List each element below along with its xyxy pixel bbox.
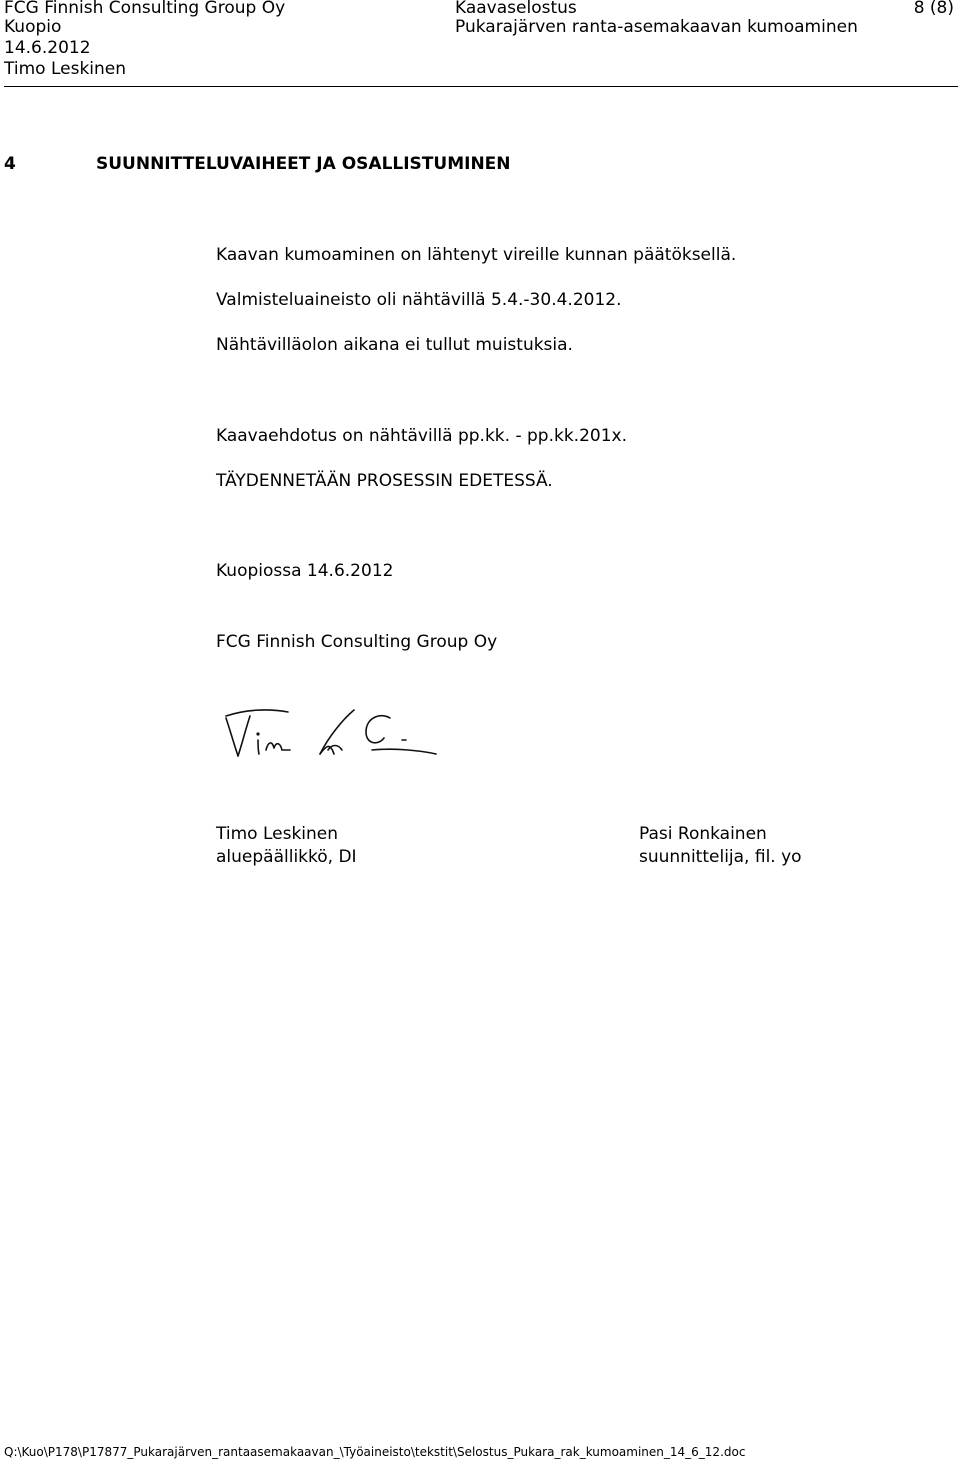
header-divider [4,86,958,87]
footer-file-path: Q:\Kuo\P178\P17877_Pukarajärven_rantaasemakaavan_\Työaineisto\tekstit\Selostus_Pukara_rak_kumoaminen_14_6_12.doc [4,1445,746,1459]
closing-company: FCG Finnish Consulting Group Oy [216,632,498,652]
paragraph-1: Kaavan kumoaminen on lähtenyt vireille kunnan päätöksellä. [216,245,737,265]
paragraph-2: Valmisteluaineisto oli nähtävillä 5.4.-30.4.2012. [216,290,622,310]
closing-place-date: Kuopiossa 14.6.2012 [216,561,394,581]
header-company: FCG Finnish Consulting Group Oy [4,0,286,18]
header-project: Pukarajärven ranta-asemakaavan kumoaminen [455,17,858,37]
header-doc-type: Kaavaselostus [455,0,577,18]
signatory-1-name: Timo Leskinen [216,824,339,844]
paragraph-3: Nähtävilläolon aikana ei tullut muistuksia. [216,335,573,355]
handwritten-signature [222,704,442,766]
header-page-number: 8 (8) [913,0,954,18]
signatory-1-title: aluepäällikkö, DI [216,847,357,867]
header-date: 14.6.2012 [4,38,91,58]
header-author: Timo Leskinen [4,59,127,79]
section-number: 4 [4,154,16,174]
paragraph-4: Kaavaehdotus on nähtävillä pp.kk. - pp.kk.201x. [216,426,627,446]
paragraph-5: TÄYDENNETÄÄN PROSESSIN EDETESSÄ. [216,471,553,491]
signatory-2-title: suunnittelija, fil. yo [639,847,802,867]
signatory-2-name: Pasi Ronkainen [639,824,767,844]
header-city: Kuopio [4,17,62,37]
section-title: SUUNNITTELUVAIHEET JA OSALLISTUMINEN [96,154,511,174]
